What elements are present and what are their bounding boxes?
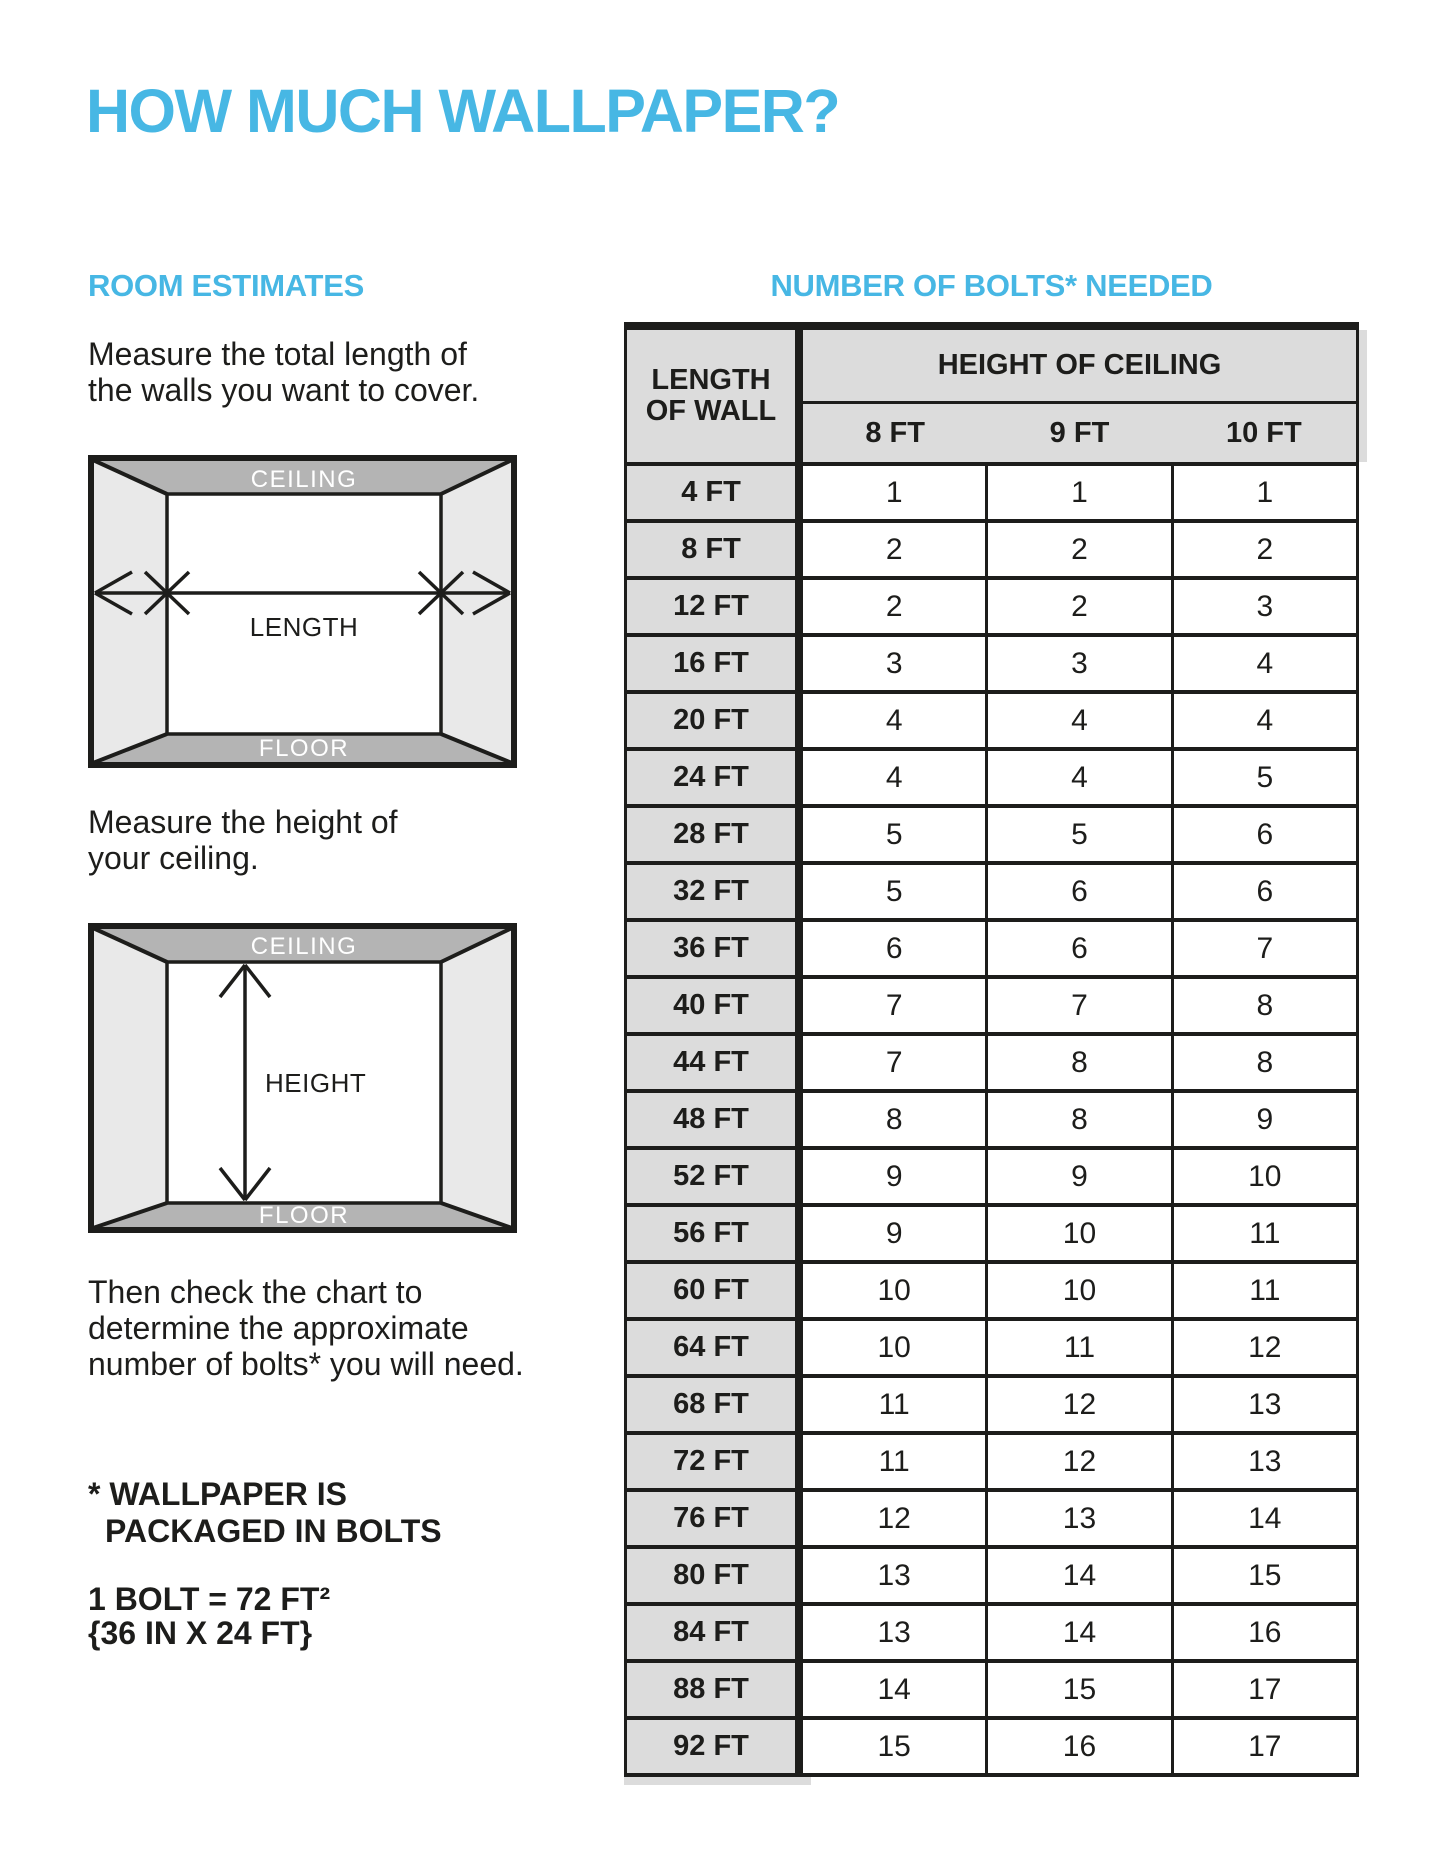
bolt-count-cell: 4 — [985, 694, 1170, 747]
bolt-count-cell: 13 — [803, 1606, 985, 1659]
bolt-count-cell: 10 — [803, 1321, 985, 1374]
table-row — [627, 1203, 1356, 1260]
table-row — [627, 1602, 1356, 1659]
table-row — [627, 690, 1356, 747]
height-room-diagram — [88, 923, 517, 1233]
bolt-table-rows — [627, 462, 1356, 1773]
bolts-footnote — [88, 1476, 442, 1550]
ceiling-label: CEILING — [250, 933, 358, 960]
bolt-count-cell: 9 — [803, 1150, 985, 1203]
bolt-count-cell: 11 — [985, 1321, 1170, 1374]
bolt-size-note — [88, 1582, 330, 1650]
step3-instruction — [88, 1274, 524, 1382]
bolt-count-cell: 13 — [1171, 1378, 1356, 1431]
bolt-count-cell: 15 — [803, 1720, 985, 1773]
bolt-count-cell: 13 — [985, 1492, 1170, 1545]
bolt-count-cell: 14 — [985, 1549, 1170, 1602]
row-label: 44 FT — [627, 1036, 803, 1089]
bolt-count-cell: 8 — [985, 1093, 1170, 1146]
bolt-count-cell: 11 — [1171, 1264, 1356, 1317]
bolt-count-cell: 8 — [803, 1093, 985, 1146]
height-label: HEIGHT — [265, 1068, 367, 1098]
bolt-count-cell: 14 — [803, 1663, 985, 1716]
table-row — [627, 1317, 1356, 1374]
table-row — [627, 1089, 1356, 1146]
table-row — [627, 1146, 1356, 1203]
bolt-count-cell: 4 — [1171, 637, 1356, 690]
column-header: 8 FT — [865, 416, 925, 449]
bolt-count-cell: 2 — [1171, 523, 1356, 576]
bolts-needed-heading: NUMBER OF BOLTS* NEEDED — [770, 268, 1213, 303]
table-row — [627, 633, 1356, 690]
bolt-count-cell: 2 — [985, 580, 1170, 633]
step1-line1: Measure the total length of — [88, 336, 467, 372]
row-label: 72 FT — [627, 1435, 803, 1488]
bolt-count-cell: 2 — [985, 523, 1170, 576]
row-label: 24 FT — [627, 751, 803, 804]
table-row — [627, 1545, 1356, 1602]
length-label: LENGTH — [249, 612, 359, 642]
table-gray-overhang-right — [1359, 330, 1367, 462]
floor-label: FLOOR — [258, 735, 350, 762]
table-row — [627, 576, 1356, 633]
column-header: 9 FT — [1049, 416, 1110, 449]
bolt-count-cell: 3 — [1171, 580, 1356, 633]
bolt-count-cell: 13 — [1171, 1435, 1356, 1488]
bolt-count-cell: 11 — [1171, 1207, 1356, 1260]
column-header-group — [803, 330, 1356, 462]
bolt-count-cell: 9 — [803, 1207, 985, 1260]
room-estimates-heading: ROOM ESTIMATES — [88, 268, 364, 303]
right-wall-face — [441, 928, 512, 1228]
length-room-diagram — [88, 455, 517, 768]
step2-instruction — [88, 804, 398, 876]
ceiling-height-columns — [803, 404, 1356, 462]
table-row — [627, 1659, 1356, 1716]
page-title: HOW MUCH WALLPAPER? — [86, 77, 840, 145]
step2-line2: your ceiling. — [88, 840, 259, 876]
step1-instruction — [88, 336, 479, 408]
bolt-count-cell: 15 — [1171, 1549, 1356, 1602]
row-label: 52 FT — [627, 1150, 803, 1203]
bolts-needed-table — [624, 322, 1359, 1785]
row-label: 8 FT — [627, 523, 803, 576]
bolt-size-line2: {36 IN X 24 FT} — [88, 1615, 313, 1651]
bolt-count-cell: 15 — [985, 1663, 1170, 1716]
bolt-count-cell: 12 — [985, 1378, 1170, 1431]
bolt-count-cell: 10 — [985, 1207, 1170, 1260]
bolt-count-cell: 5 — [1171, 751, 1356, 804]
bolt-count-cell: 1 — [1171, 466, 1356, 519]
table-row — [627, 747, 1356, 804]
bolt-count-cell: 6 — [1171, 808, 1356, 861]
step3-line3: number of bolts* you will need. — [88, 1346, 524, 1382]
bolt-count-cell: 7 — [985, 979, 1170, 1032]
bolt-count-cell: 6 — [985, 922, 1170, 975]
bolt-count-cell: 7 — [803, 1036, 985, 1089]
bolt-count-cell: 16 — [985, 1720, 1170, 1773]
bolt-count-cell: 12 — [803, 1492, 985, 1545]
bolt-count-cell: 4 — [803, 694, 985, 747]
row-label: 56 FT — [627, 1207, 803, 1260]
table-row — [627, 1032, 1356, 1089]
bolt-count-cell: 14 — [1171, 1492, 1356, 1545]
bolt-count-cell: 5 — [985, 808, 1170, 861]
step3-line2: determine the approximate — [88, 1310, 469, 1346]
step2-line1: Measure the height of — [88, 804, 398, 840]
footnote-line2: PACKAGED IN BOLTS — [105, 1513, 442, 1549]
bolt-count-cell: 1 — [803, 466, 985, 519]
table-row — [627, 462, 1356, 519]
bolt-count-cell: 12 — [985, 1435, 1170, 1488]
row-label: 20 FT — [627, 694, 803, 747]
row-label: 40 FT — [627, 979, 803, 1032]
floor-label: FLOOR — [258, 1202, 350, 1229]
bolt-count-cell: 17 — [1171, 1720, 1356, 1773]
row-label: 48 FT — [627, 1093, 803, 1146]
bolt-count-cell: 2 — [803, 580, 985, 633]
bolt-count-cell: 4 — [985, 751, 1170, 804]
bolt-count-cell: 5 — [803, 865, 985, 918]
bolt-count-cell: 17 — [1171, 1663, 1356, 1716]
table-row — [627, 861, 1356, 918]
row-label: 84 FT — [627, 1606, 803, 1659]
row-header-line1: LENGTH — [651, 364, 771, 396]
bolt-count-cell: 16 — [1171, 1606, 1356, 1659]
ceiling-label: CEILING — [250, 466, 358, 493]
row-label: 32 FT — [627, 865, 803, 918]
row-label: 64 FT — [627, 1321, 803, 1374]
step1-line2: the walls you want to cover. — [88, 372, 480, 408]
table-row — [627, 1716, 1356, 1773]
row-label: 4 FT — [627, 466, 803, 519]
row-header-cell — [627, 330, 803, 462]
bolt-count-cell: 2 — [803, 523, 985, 576]
bolt-count-cell: 13 — [803, 1549, 985, 1602]
bolt-count-cell: 7 — [1171, 922, 1356, 975]
bolt-count-cell: 8 — [1171, 1036, 1356, 1089]
bolt-count-cell: 12 — [1171, 1321, 1356, 1374]
bolt-count-cell: 11 — [803, 1435, 985, 1488]
table-row — [627, 1431, 1356, 1488]
bolt-count-cell: 4 — [1171, 694, 1356, 747]
bolt-count-cell: 14 — [985, 1606, 1170, 1659]
row-label: 76 FT — [627, 1492, 803, 1545]
bolt-count-cell: 11 — [803, 1378, 985, 1431]
table-row — [627, 519, 1356, 576]
bolt-count-cell: 5 — [803, 808, 985, 861]
table-row — [627, 804, 1356, 861]
bolt-count-cell: 10 — [985, 1264, 1170, 1317]
bolt-count-cell: 6 — [985, 865, 1170, 918]
table-gray-overhang-bottom — [624, 1777, 811, 1785]
table-row — [627, 918, 1356, 975]
table-row — [627, 1260, 1356, 1317]
bolt-count-cell: 9 — [1171, 1093, 1356, 1146]
row-label: 92 FT — [627, 1720, 803, 1773]
left-wall-face — [93, 928, 167, 1228]
row-label: 12 FT — [627, 580, 803, 633]
row-label: 16 FT — [627, 637, 803, 690]
table-row — [627, 1374, 1356, 1431]
bolt-count-cell: 3 — [985, 637, 1170, 690]
bolt-count-cell: 9 — [985, 1150, 1170, 1203]
bolt-count-cell: 8 — [985, 1036, 1170, 1089]
footnote-line1: * WALLPAPER IS — [88, 1476, 347, 1512]
row-label: 60 FT — [627, 1264, 803, 1317]
table-row — [627, 1488, 1356, 1545]
bolt-count-cell: 8 — [1171, 979, 1356, 1032]
table-frame — [624, 330, 1359, 1777]
bolt-count-cell: 10 — [1171, 1150, 1356, 1203]
row-label: 28 FT — [627, 808, 803, 861]
row-label: 88 FT — [627, 1663, 803, 1716]
bolt-count-cell: 4 — [803, 751, 985, 804]
bolt-size-line1: 1 BOLT = 72 FT² — [88, 1581, 331, 1617]
bolt-count-cell: 1 — [985, 466, 1170, 519]
step3-line1: Then check the chart to — [88, 1274, 423, 1310]
row-label: 68 FT — [627, 1378, 803, 1431]
bolt-count-cell: 7 — [803, 979, 985, 1032]
table-top-bar — [624, 322, 1359, 330]
bolt-count-cell: 10 — [803, 1264, 985, 1317]
bolt-count-cell: 6 — [803, 922, 985, 975]
table-header — [627, 330, 1356, 462]
height-of-ceiling-label: HEIGHT OF CEILING — [803, 330, 1356, 404]
row-label: 80 FT — [627, 1549, 803, 1602]
column-header: 10 FT — [1225, 416, 1302, 449]
row-header-line2: OF WALL — [645, 395, 777, 427]
table-row — [627, 975, 1356, 1032]
bolt-count-cell: 3 — [803, 637, 985, 690]
bolt-count-cell: 6 — [1171, 865, 1356, 918]
row-label: 36 FT — [627, 922, 803, 975]
